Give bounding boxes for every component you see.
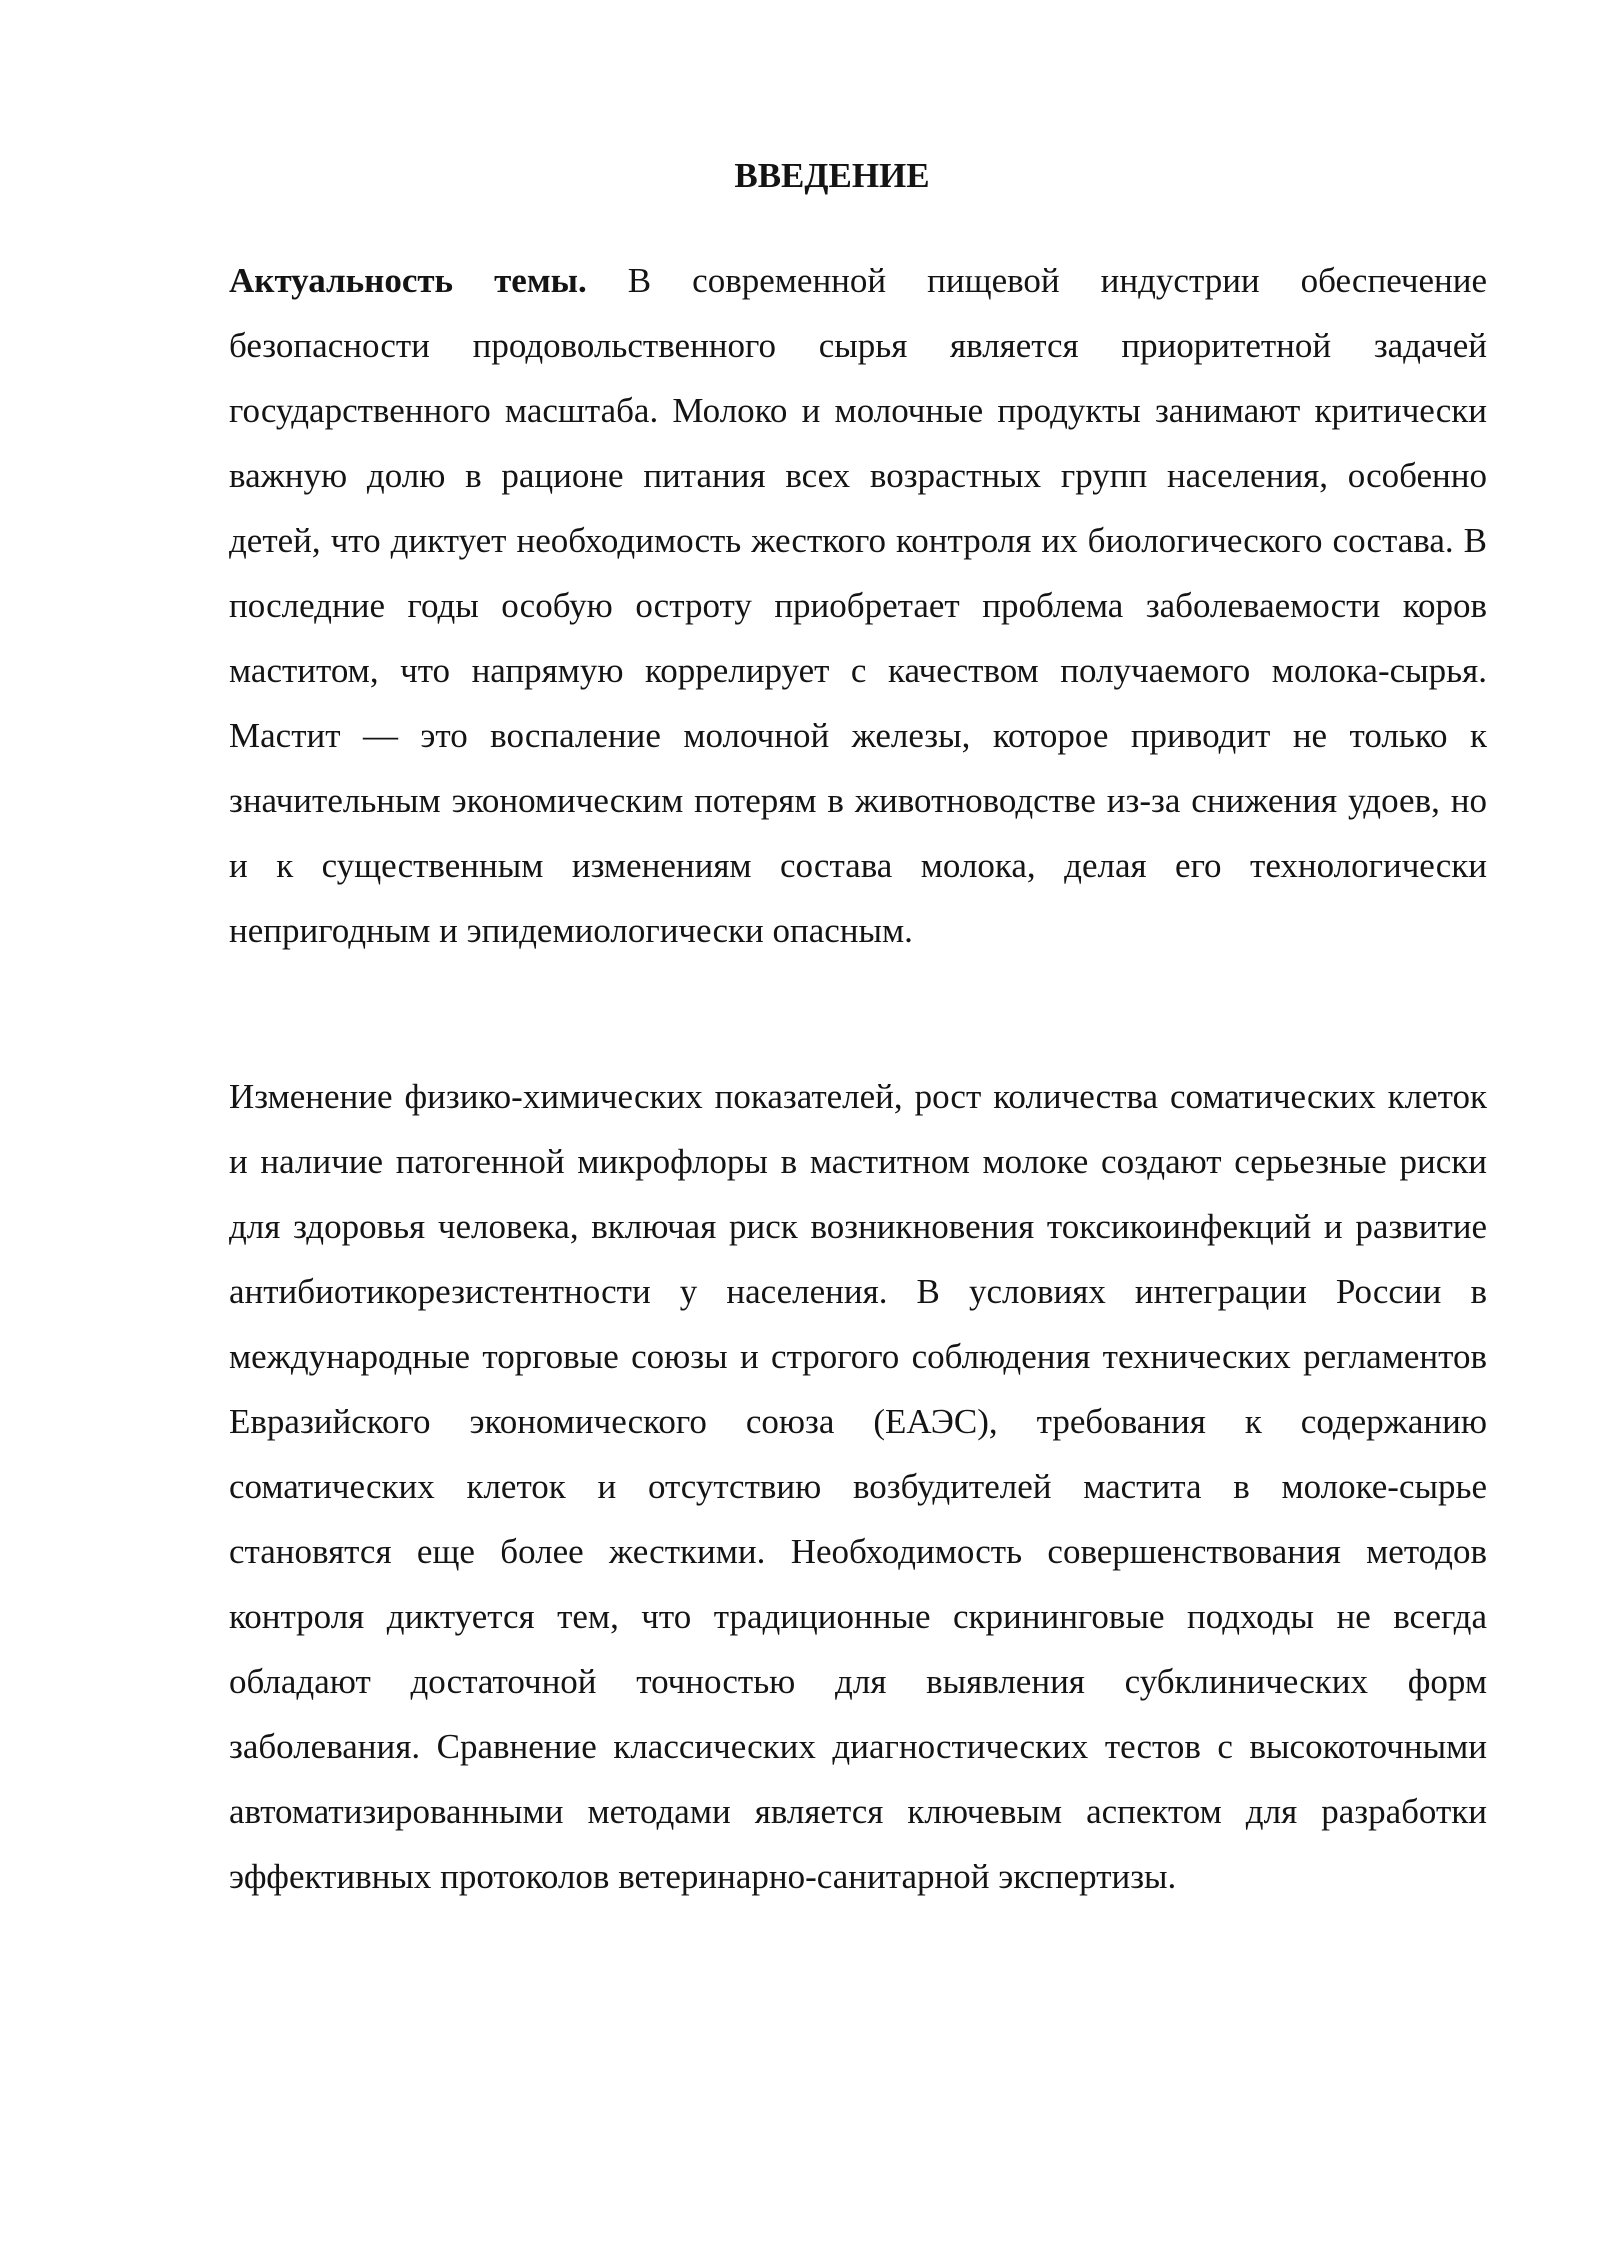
page-title: ВВЕДЕНИЕ (734, 156, 930, 195)
paragraph-body: Изменение физико-химических показателей, рост количества соматических клеток и наличие патогенной микрофлоры в маститном молоке создают серьезные риски для здоровья человека, включая риск возникновения токсикоинфекций и развитие антибиотикорезистентности у населения. В условиях интеграции России в международные торговые союзы и строгого соблюдения технических регламентов Евразийского экономического союза (ЕАЭС), требования к содержанию соматических клеток и отсутствию возбудителей мастита в молоке-сырье становятся еще более жесткими. Необходимость совершенствования методов контроля диктуется тем, что традиционные скрининговые подходы не всегда обладают достаточной точностью для выявления субклинических форм заболевания. Сравнение классических диагностических тестов с высокоточными автоматизированными методами является ключевым аспектом для разработки эффективных протоколов ветеринарно-санитарной экспертизы. (229, 1077, 1487, 1896)
paragraph-relevance (229, 248, 1487, 963)
paragraph-body: В современной пищевой индустрии обеспечение безопасности продовольственного сырья является приоритетной задачей государственного масштаба. Молоко и молочные продукты занимают критически важную долю в рационе питания всех возрастных групп населения, особенно детей, что диктует необходимость жесткого контроля их биологического состава. В последние годы особую остроту приобретает проблема заболеваемости коров маститом, что напрямую коррелирует с качеством получаемого молока-сырья. Мастит — это воспаление молочной железы, которое приводит не только к значительным экономическим потерям в животноводстве из-за снижения удоев, но и к существенным изменениям состава молока, делая его технологически непригодным и эпидемиологически опасным. (229, 261, 1487, 950)
paragraph-lead: Актуальность темы. (229, 261, 587, 300)
